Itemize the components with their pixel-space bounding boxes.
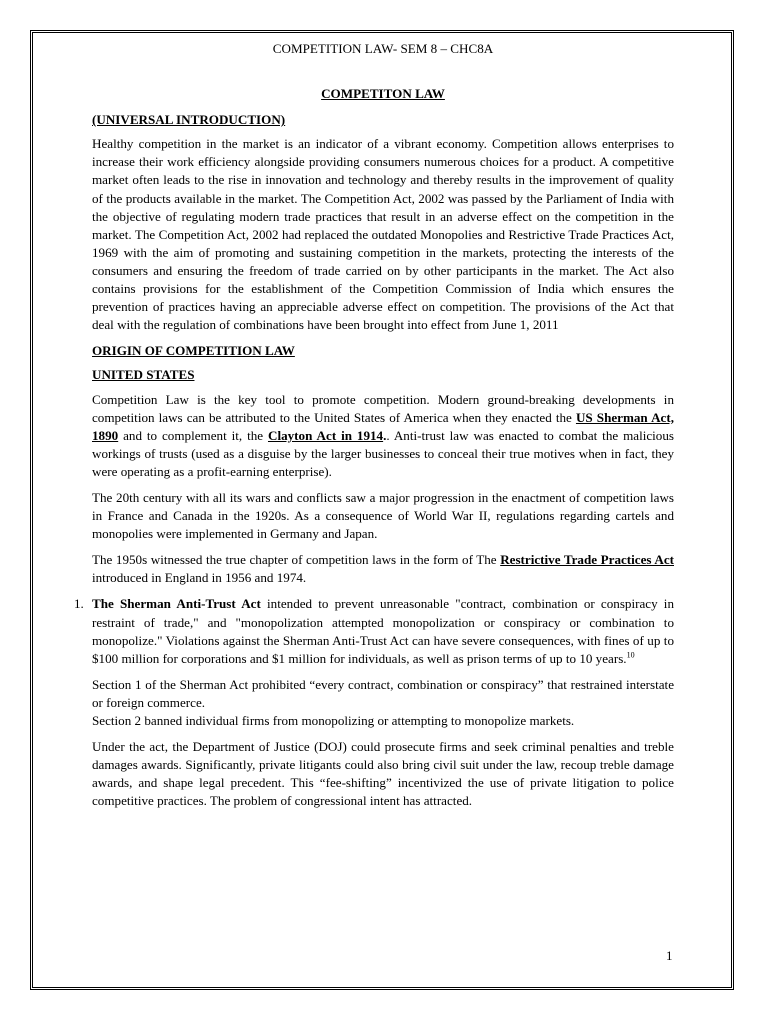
origin-heading: ORIGIN OF COMPETITION LAW: [92, 343, 295, 359]
us-paragraph: Competition Law is the key tool to promote competition. Modern ground-breaking developments in competition laws can be attributed to the United States of America when they enacted the US Sherman Act, 1890 and to complement it, the Clayton Act in 1914.. Anti-trust law was enacted to combat the malicious workings of trusts (used as a disguise by the larger businesses to conceal their true motives when in fact, they were operating as a profit-earning enterprise).: [92, 391, 674, 479]
rtpa-text-2: introduced in England in 1956 and 1974.: [92, 570, 307, 586]
rtpa-paragraph: [92, 551, 674, 587]
us-text-1: Competition Law is the key tool to promote competition. Modern ground-breaking developments in competition laws can be attributed to the United States of America when they enacted the: [92, 391, 674, 425]
section-2-text: Section 2 banned individual firms from monopolizing or attempting to monopolize markets.: [92, 713, 575, 728]
united-states-heading: UNITED STATES: [92, 367, 195, 383]
document-title: COMPETITON LAW: [321, 86, 445, 102]
rtpa-text-1: The 1950s witnessed the true chapter of competition laws in the form of The: [92, 552, 501, 568]
footnote-ref: 10: [626, 650, 635, 660]
list-item-title: The Sherman Anti-Trust Act: [92, 596, 261, 612]
section-1-text: Section 1 of the Sherman Act prohibited “every contract, combination or conspiracy” that restrained interstate or foreign commerce.: [92, 676, 674, 710]
century-paragraph: The 20th century with all its wars and conflicts saw a major progression in the enactment of competition laws in France and Canada in the 1920s. As a consequence of World War II, regulations regarding cartels and monopolies were implemented in Germany and Japan.: [92, 489, 674, 542]
rtpa-act-link: Restrictive Trade Practices Act: [500, 552, 674, 568]
us-text-2: and to complement it, the: [118, 427, 268, 443]
document-body: [74, 40, 674, 818]
sherman-act-link: US Sherman Act, 1890: [92, 409, 674, 443]
intro-heading: (UNIVERSAL INTRODUCTION): [92, 112, 286, 128]
clayton-act-link: Clayton Act in 1914: [267, 427, 384, 443]
running-header: COMPETITION LAW- SEM 8 – CHC8A: [272, 41, 494, 56]
intro-paragraph: Healthy competition in the market is an indicator of a vibrant economy. Competition allows enterprises to increase their work efficiency alongside providing consumers numerous choices for a product. A competitive market often leads to the rise in innovation and technology and thereby results in the improvement of quality of the products available in the market. The Competition Act, 2002 was passed by the Parliament of India with the objective of regulating modern trade practices that result in an adverse effect on the competition in the market. The Competition Act, 2002 had replaced the outdated Monopolies and Restrictive Trade Practices Act, 1969 with the aim of promoting and sustaining competition in the markets, protecting the interests of the consumers and ensuring the freedom of trade carried on by other participants in the market. The Act also contains provisions for the establishment of the Competition Commission of India which ensures the prevention of practices having an appreciable adverse effect on competition. The provisions of the Act that deal with the regulation of combinations have been brought into effect from June 1, 2011: [92, 136, 674, 333]
us-text-3: . Anti-trust law was enacted to combat the malicious workings of trusts (used as a disguise by the larger businesses to conceal their true motives when in fact, they were operating as a profit-earning enterprise).: [92, 427, 674, 479]
list-item-text: intended to prevent unreasonable "contract, combination or conspiracy in restraint of trade," and "monopolization attempted monopolization or conspiracy or combination to monopolize." Violations against the Sherman Anti-Trust Act can have severe consequences, with fines of up to $100 million for corporations and $1 million for individuals, as well as prison terms of up to 10 years.: [92, 596, 674, 666]
doj-paragraph: Under the act, the Department of Justice (DOJ) could prosecute firms and seek criminal penalties and treble damages awards. Significantly, private litigants could also bring civil suit under the law, recoup treble damage awards, and shape legal precedent. This “fee-shifting” incentivized the use of private litigation to police competitive practices. The problem of congressional intent has attracted.: [92, 739, 674, 809]
list-item-sherman: [74, 595, 674, 667]
list-number: 1.: [74, 596, 84, 612]
page-number: 1: [666, 948, 673, 963]
